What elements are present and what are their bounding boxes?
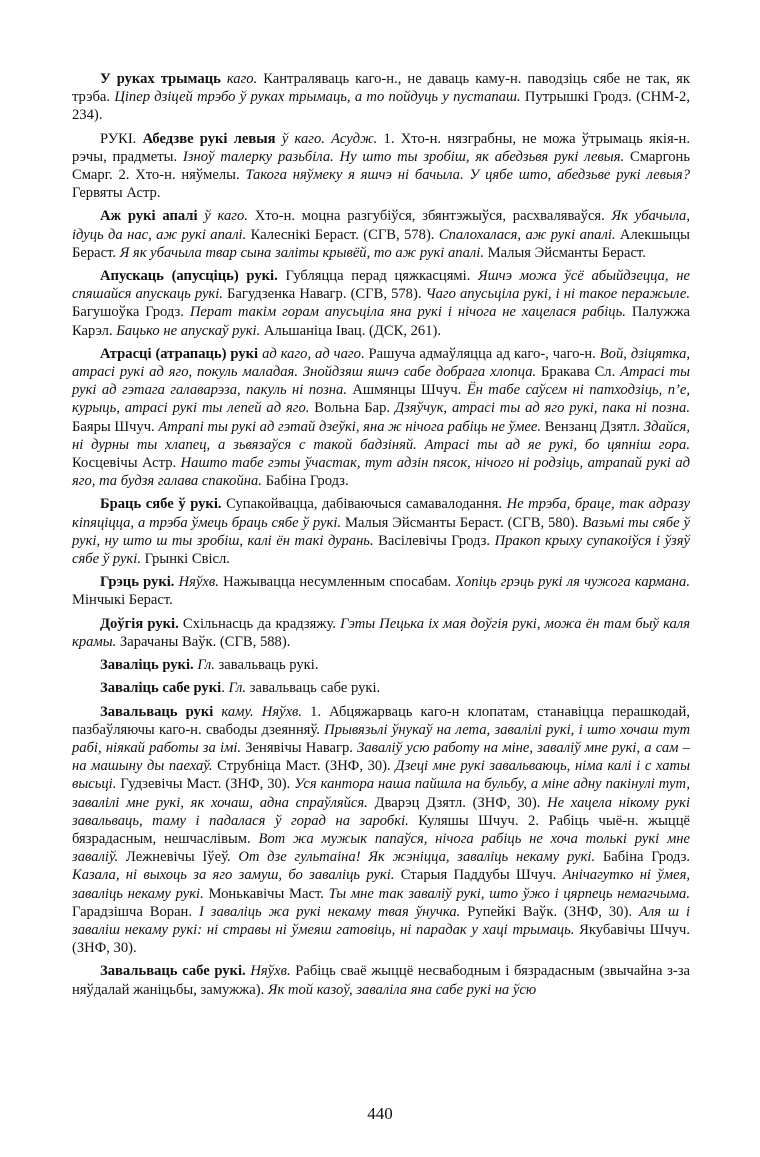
entry-text: Нажывацца несумленным спосабам. bbox=[218, 574, 456, 591]
entry-text: Гервяты Астр. bbox=[72, 185, 161, 202]
entry-text: Васілевічы Гродз. bbox=[373, 532, 495, 549]
entry-headword: Атрасці (атрапаць) рукі bbox=[100, 345, 259, 362]
dictionary-entry bbox=[72, 267, 690, 340]
entry-text: Куляшы Шчуч. 2. Рабіць чыё-н. жыццё бязрадасным, нешчаслівым. bbox=[72, 812, 690, 847]
entry-example: Такога няўмеку я яшчэ ні бачыла. У цябе што, абедзьве рукі левыя? bbox=[245, 167, 690, 184]
entry-example: каму. Няўхв. bbox=[221, 703, 303, 720]
entry-text: Малыя Эйсманты Бераст. bbox=[483, 244, 646, 261]
dictionary-entry bbox=[72, 962, 690, 998]
entry-text: РУКІ. bbox=[100, 130, 143, 147]
entry-text: Дварэц Дзятл. (ЗНФ, 30). bbox=[367, 794, 548, 811]
entry-text: Смаргонь Смарг. 2. Хто-н. няўмелы. bbox=[72, 148, 690, 184]
entry-example: Вот жа мужык папаўся, нічога рабіць не хоча толькі рукі мне заваліў. bbox=[72, 830, 690, 866]
entry-example: Прывязьлі ўнукаў на лета, завалілі рукі, і што хочаш тут рабі, ніякай работы за імі. bbox=[72, 721, 690, 756]
entry-example: ў каго. Асудж. bbox=[281, 130, 378, 147]
entry-example: Казала, ні выхоць за яго замуш, бо заваліць рукі. bbox=[72, 867, 395, 884]
entry-example: Перат такім горам апусьціла яна рукі і нічога не хацелася рабіць. bbox=[189, 304, 626, 321]
entry-example: Атрапі ты рукі ад гэтай дзеўкі, яна ж нічога рабіць не ўмее. bbox=[158, 418, 542, 435]
entry-example: Дзеці мне рукі завальваюць, німа калі і с хаты высьці. bbox=[72, 758, 690, 793]
entry-text: Альшаніца Івац. (ДСК, 261). bbox=[260, 322, 442, 339]
entry-text: Ашмянцы Шчуч. bbox=[346, 382, 467, 399]
entry-example: Няўхв. bbox=[178, 574, 219, 591]
entry-headword: Заваліць сабе рукі bbox=[100, 680, 222, 697]
entry-text: Калеснікі Бераст. (СГВ, 578). bbox=[246, 226, 439, 243]
entry-text: Зенявічы Навагр. bbox=[241, 739, 358, 756]
entry-text: . Рашуча адмаўляцца ад каго-, чаго-н. bbox=[360, 345, 600, 362]
entry-example: Ты мне так заваліў рукі, што ўжо і цярпець немагчыма. bbox=[328, 885, 690, 902]
entry-example: Яшчэ можа ўсё абыйдзецца, не спяшайся апускаць рукі. bbox=[72, 268, 690, 303]
dictionary-entry bbox=[72, 130, 690, 203]
entry-headword: Доўгія рукі. bbox=[100, 615, 179, 632]
entry-text: Бабіна Гродз. bbox=[261, 473, 349, 490]
entry-example: Пракоп крыху супакоіўся і ўзяў сябе ў рукі. bbox=[72, 532, 691, 568]
entry-headword: Грэць рукі. bbox=[100, 574, 175, 591]
dictionary-entry bbox=[72, 573, 690, 609]
entry-text: завальваць рукі. bbox=[214, 657, 319, 674]
entry-example: І заваліць жа рукі некаму твая ўнучка. bbox=[198, 903, 461, 920]
entry-example: Атрасі ты рукі ад гэтага галаварэза, пакуль ні позна. bbox=[72, 364, 690, 399]
entry-example: Нашто табе гэты ўчастак, тут адзін пясок, нічого ні родзіць, атрапай рукі ад яго, та будзя галава спакойна. bbox=[72, 455, 690, 490]
entry-text: Струбніца Маст. (ЗНФ, 30). bbox=[212, 758, 396, 775]
entry-example: Аля ш і заваліш некаму рукі: ні стравы ні ўмеяш гатовіць, ні парадак у хаці трымаць. bbox=[72, 903, 690, 938]
entry-text: Супакойвацца, дабіваючыся самавалодання. bbox=[221, 496, 507, 513]
entry-example: Гл. bbox=[228, 680, 247, 697]
entry-example: Хопіць грэць рукі ля чужога кармана. bbox=[455, 574, 690, 591]
entry-text: Кантраляваць каго-н., не даваць каму-н. паводзіць сябе не так, як трэба. bbox=[72, 71, 690, 106]
entry-text: Старыя Паддубы Шчуч. bbox=[394, 867, 563, 884]
entry-example: Спалохалася, аж рукі апалі. bbox=[438, 226, 616, 243]
entry-headword: Аж рукі апалі bbox=[100, 208, 198, 225]
entry-text: Малыя Эйсманты Бераст. (СГВ, 580). bbox=[341, 514, 583, 531]
entry-example: Як убачыла, ідуць да нас, аж рукі апалі. bbox=[72, 208, 690, 243]
entry-text: Алекшыцы Бераст. bbox=[72, 226, 690, 261]
entry-headword: Заваліць рукі. bbox=[100, 657, 194, 674]
entry-text: Путрышкі Гродз. (СНМ-2, 234). bbox=[72, 89, 690, 124]
entry-headword: Завальваць рукі bbox=[100, 703, 214, 720]
entry-text: Грынкі Свісл. bbox=[140, 551, 230, 568]
entry-example: Не трэба, браце, так адразу кіпяціцца, а трэба ўмець браць сябе ў рукі. bbox=[72, 496, 691, 531]
entry-text: Багудзенка Навагр. (СГВ, 578). bbox=[222, 286, 426, 303]
dictionary-entry bbox=[72, 703, 690, 958]
entry-text: Баяры Шчуч. bbox=[72, 418, 159, 435]
entry-text: 1. Хто-н. нязграбны, не можа ўтрымаць якія-н. рэчы, прадметы. bbox=[72, 130, 690, 165]
dictionary-entry bbox=[72, 495, 690, 568]
dictionary-entry bbox=[72, 70, 690, 125]
entry-text: Мінчыкі Бераст. bbox=[72, 592, 173, 609]
entry-text: Хто-н. моцна разгубіўся, збянтэжыўся, расхваляваўся. bbox=[247, 208, 612, 225]
entry-example: Не хацела нікому рукі завальваць, таму і падалася ў горад на заробкі. bbox=[72, 794, 691, 829]
dictionary-page-text bbox=[72, 70, 690, 1004]
entry-text: Гудзевічы Маст. (ЗНФ, 30). bbox=[116, 776, 295, 793]
entry-text: Монькавічы Маст. bbox=[203, 885, 329, 902]
entry-example: Заваліў усю работу на міне, заваліў мне рукі, а сам – на машыну ды паехаў. bbox=[72, 739, 690, 775]
entry-example: Анічагутко ні ўмея, заваліць некаму рукі. bbox=[72, 867, 690, 902]
entry-text: Лежневічы Іўеў. bbox=[118, 849, 239, 866]
entry-headword: Завальваць сабе рукі. bbox=[100, 963, 246, 980]
entry-headword: У руках трымаць bbox=[100, 71, 221, 87]
entry-example: Здайся, ні дурны ты хлапец, а зьвязаўся с такой бадзіняй. Атрасі ты ад яе рукі, бо цяпніш гора. bbox=[72, 418, 690, 453]
entry-example: Гэты Пецька іх мая доўгія рукі, можа ён там быў каля крамы. bbox=[72, 615, 690, 650]
entry-example: Бацько не апускаў рукі. bbox=[116, 322, 261, 339]
entry-headword: Браць сябе ў рукі. bbox=[100, 496, 222, 513]
entry-example: Як той казоў, заваліла яна сабе рукі на ўсю bbox=[267, 981, 537, 998]
entry-text: Схільнасць да крадзяжу. bbox=[178, 615, 341, 632]
entry-example: Чаго апусьціла рукі, і ні такое перажыле. bbox=[425, 286, 690, 303]
entry-text: Вензанц Дзятл. bbox=[541, 418, 644, 435]
entry-example: Уся кантора наша пайшла на бульбу, а міне адну пакінулі тут, завалілі мне рукі, як хочаш, адна спраўляйся. bbox=[72, 776, 690, 811]
entry-text: Бабіна Гродз. bbox=[595, 849, 690, 866]
entry-text: Зарачаны Ваўк. (СГВ, 588). bbox=[116, 633, 291, 650]
entry-example: Дзяўчук, атрасі ты ад яго рукі, пака ні позна. bbox=[394, 400, 690, 417]
entry-example: Ён табе саўсем ні патходзіць, п’е, курыць, атрасі рукі ты лепей ад яго. bbox=[72, 382, 690, 417]
entry-example: От дзе гультаіна! Як жэніцца, заваліць некаму рукі. bbox=[238, 849, 596, 866]
entry-text: Палужжа Карэл. bbox=[72, 304, 690, 339]
entry-example: ад каго, ад чаго bbox=[262, 345, 361, 362]
entry-example: Вой, дзіцятка, атрасі рукі ад яго, покуль маладая. Знойдзяш яшчэ сабе добрага хлопца. bbox=[72, 345, 691, 381]
entry-text: Губляцца перад цяжкасцямі. bbox=[277, 268, 479, 285]
dictionary-entry bbox=[72, 207, 690, 262]
dictionary-entry bbox=[72, 679, 690, 697]
entry-text: завальваць сабе рукі. bbox=[246, 680, 381, 697]
entry-headword: Апускаць (апусціць) рукі. bbox=[100, 268, 278, 285]
entry-headword: Абедзве рукі левыя bbox=[142, 130, 276, 147]
dictionary-entry bbox=[72, 656, 690, 674]
entry-example: ў каго. bbox=[204, 208, 248, 225]
entry-text: Багушоўка Гродз. bbox=[72, 304, 190, 321]
entry-example: Гл. bbox=[197, 657, 215, 674]
page-number: 440 bbox=[367, 1104, 393, 1123]
entry-example: Ціпер дзіцей трэбо ў руках трымаць, а то пойдуць у пустапаш. bbox=[114, 89, 521, 106]
entry-text: Гарадзішча Воран. bbox=[72, 903, 199, 920]
entry-text: Косцевічы Астр. bbox=[72, 455, 181, 472]
entry-text: Бракава Сл. bbox=[536, 364, 621, 381]
entry-example: Ізноў талерку разьбіла. Ну што ты зробіш, як абедзьвя рукі левыя. bbox=[182, 148, 625, 165]
entry-text: Вольна Бар. bbox=[309, 400, 395, 417]
entry-text: Рупейкі Ваўк. (ЗНФ, 30). bbox=[460, 903, 639, 920]
entry-text: . bbox=[221, 680, 229, 697]
entry-example: Я як убачыла твар сына заліты крывёй, то аж рукі апалі. bbox=[119, 244, 484, 261]
dictionary-entry bbox=[72, 615, 690, 651]
entry-example: каго. bbox=[226, 71, 258, 87]
entry-example: Вазьмі ты сябе ў рукі, ну што ш ты зробіш, калі ён такі дурань. bbox=[72, 514, 690, 549]
entry-text: 1. Абцяжарваць каго-н клопатам, станавіцца перашкодай, пазбаўляючы каго-н. свабоды дзеянняў. bbox=[72, 703, 690, 738]
entry-text: Рабіць сваё жыццё несвабодным і бязрадасным (звычайна з-за няўдалай жаніцьбы, замужжа). bbox=[72, 963, 690, 998]
dictionary-entry bbox=[72, 345, 690, 491]
entry-text: Якубавічы Шчуч. (ЗНФ, 30). bbox=[72, 921, 691, 957]
entry-example: Няўхв. bbox=[250, 963, 291, 980]
